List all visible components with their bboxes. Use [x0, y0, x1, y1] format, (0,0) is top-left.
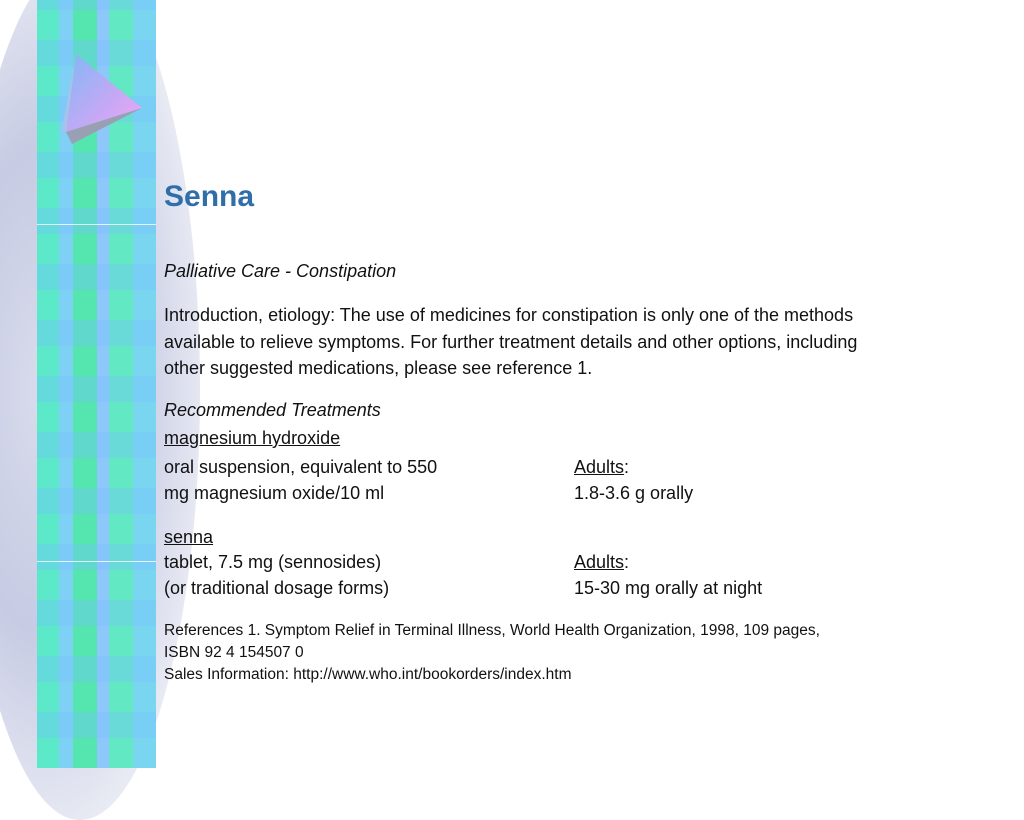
treatment-drug-name: magnesium hydroxide [164, 428, 341, 448]
strip-divider [37, 561, 156, 562]
subtitle: Palliative Care - Constipation [164, 261, 397, 281]
treatment-dose: 1.8-3.6 g orally [574, 483, 694, 503]
treatment-drug-name: senna [164, 527, 214, 547]
treatment-form: tablet, 7.5 mg (sennosides) [164, 552, 382, 572]
treatment-patient-group [574, 549, 629, 575]
treatment-form: oral suspension, equivalent to 550 [164, 457, 438, 477]
page-title: Senna [164, 180, 255, 213]
reference-line: References 1. Symptom Relief in Terminal Illness, World Health Organization, 1998, 109 pages, [164, 622, 820, 639]
triangle-logo-icon [60, 52, 146, 144]
patient-label: Adults [574, 457, 625, 477]
treatment-dose: 15-30 mg orally at night [574, 578, 763, 598]
treatment-patient-group [574, 454, 629, 480]
sales-information: Sales Information: http://www.who.int/bookorders/index.htm [164, 666, 572, 683]
references-block [164, 620, 924, 686]
treatment-form-continued: mg magnesium oxide/10 ml [164, 483, 385, 503]
patient-colon: : [624, 457, 630, 477]
patient-label: Adults [574, 552, 625, 572]
strip-divider [37, 224, 156, 225]
reference-isbn: ISBN 92 4 154507 0 [164, 644, 304, 661]
intro-paragraph: Introduction, etiology: The use of medicines for constipation is only one of the methods available to relieve symptoms. For further treatment details and other options, including other suggested medications, please see reference 1. [164, 305, 858, 378]
recommended-treatments-heading: Recommended Treatments [164, 400, 381, 420]
patient-colon: : [624, 552, 630, 572]
treatment-form-continued: (or traditional dosage forms) [164, 578, 390, 598]
